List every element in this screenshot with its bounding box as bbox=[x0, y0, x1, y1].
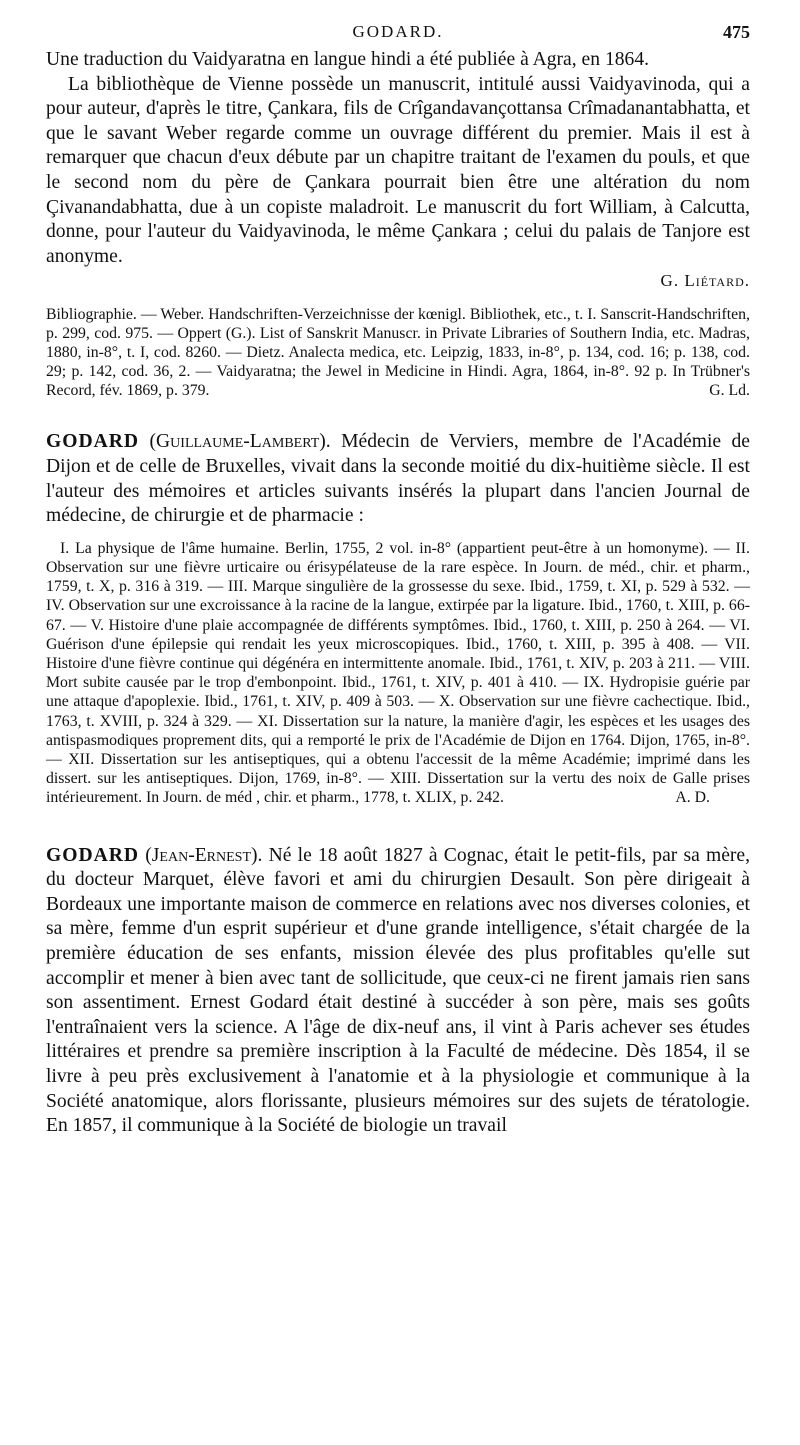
article1-para1: Une traduction du Vaidyaratna en langue hindi a été publiée à Agra, en 1864. bbox=[46, 49, 650, 70]
article3-body: Né le 18 août 1827 à Cognac, était le petit-fils, par sa mère, du docteur Marquet, élève favori et ami du chirurgien Desault. Son père dirigeait à Bordeaux une importante maison de commerce en relations avec nos diverses colonies, et sa mère, femme d'un esprit supérieur et d'une grande intelligence, s'était chargée de la première éducation de ses enfants, mission élevée des plus profitables qu'elle sut accomplir et mener à bien avec tant de sollicitude, que ceux-ci ne firent jamais rien sans son assentiment. Ernest Godard était destiné à succéder à son père, mais ses goûts l'entraînaient vers la science. A l'âge de dix-neuf ans, il vint à Paris achever ses études littéraires et prendre sa première inscription à la Faculté de médecine. Dès 1854, il se livre à peu près exclusivement à l'anatomie et à la physiologie et communique à la Société anatomique, alors florissante, plusieurs mémoires sur des sujets de tératologie. En 1857, il communique à la Société de biologie un travail bbox=[46, 844, 751, 1137]
article3-text bbox=[46, 844, 750, 1139]
entry-jean-ernest bbox=[46, 844, 750, 1139]
article1-signature: G. Liétard. bbox=[660, 271, 750, 291]
article2-works bbox=[46, 539, 750, 808]
article1-bibliography bbox=[46, 305, 750, 400]
article2-head-name: (Guillaume-Lambert). bbox=[149, 431, 331, 453]
article1-para2: La bibliothèque de Vienne possède un manuscrit, intitulé aussi Vaidyavinoda, qui a pour auteur, d'après le titre, Çankara, fils de Crîgandavançottansa Crîmadanantabhatta, et que le savant Weber regarde comme un ouvrage différent du premier. Mais il est à remarquer que chacun d'eux débute par un chapitre traitant de l'examen du pouls, et que le second nom du père de Çankara pourrait bien être une altération du nom Çivanandabhatta, due à un copiste maladroit. Le manuscrit du fort William, à Calcutta, donne, pour l'auteur du Vaidyavinoda, le même Çankara ; celui du palais de Tanjore est anonyme. bbox=[46, 73, 750, 267]
entry-guillaume-lambert bbox=[46, 430, 750, 807]
works-text: I. La physique de l'âme humaine. Berlin, 1755, 2 vol. in-8° (appartient peut-être à un homonyme). — II. Observation sur une fièvre urticaire ou érisypélateuse de la rare espèce. In Journ. de méd., chir. et pharm., 1759, t. X, p. 316 à 319. — III. Marque singulière de la grossesse du sexe. Ibid., 1759, t. XI, p. 529 à 532. — IV. Observation sur une excroissance à la racine de la langue, extirpée par la ligature. Ibid., 1760, t. XIII, p. 66-67. — V. Histoire d'une plaie accompagnée de différents symptômes. Ibid., 1760, t. XIII, p. 250 à 264. — VI. Guérison d'une épilepsie qui rendait les yeux microscopiques. Ibid., 1760, t. XIII, p. 395 à 408. — VII. Histoire d'une fièvre continue qui dégénéra en intermittente anomale. Ibid., 1761, t. XIV, p. 203 à 211. — VIII. Mort subite causée par le trop d'embonpoint. Ibid., 1761, t. XIV, p. 401 à 410. — IX. Hydropisie guérie par une attaque d'apoplexie. Ibid., 1761, t. XIV, p. 409 à 503. — X. Observation sur une fièvre cachectique. Ibid., 1763, t. XVIII, p. 324 à 329. — XI. Dissertation sur la nature, la manière d'agir, les espèces et les usages des antispasmodiques proprement dits, qui a remporté le prix de l'Académie de Dijon en 1764. Dijon, 1765, in-8°. — XII. Dissertation sur les antiseptiques, qui a obtenu l'accessit de la même Académie; imprimé dans les dissert. sur les antiseptiques. Dijon, 1769, in-8°. — XIII. Dissertation sur la vertu des noix de Galle prises intérieurement. In Journ. de méd , chir. et pharm., 1778, t. XLIX, p. 242. bbox=[46, 539, 750, 807]
page-number: 475 bbox=[723, 22, 750, 42]
document-page bbox=[46, 14, 750, 1139]
article3-head-name: (Jean-Ernest). bbox=[145, 844, 263, 866]
page-header bbox=[46, 14, 750, 48]
article3-head: GODARD bbox=[46, 844, 140, 866]
bibliography-signature: G. Ld. bbox=[709, 382, 750, 400]
bibliography-text: Bibliographie. — Weber. Handschriften-Verzeichnisse der kœnigl. Bibliothek, etc., t. I. Sanscrit-Handschriften, p. 299, cod. 975. — Oppert (G.). List of Sanskrit Manuscr. in Private Libraries of Southern India, etc. Madras, 1880, in-8°, t. I, cod. 8260. — Dietz. Analecta medica, etc. Leipzig, 1833, in-8°, p. 134, cod. 16; p. 138, cod. 29; p. 142, cod. 36, 2. — Vaidyaratna; the Jewel in Medicine in Hindi. Agra, 1864, in-8°. 92 p. In Trübner's Record, fév. 1869, p. 379. bbox=[46, 306, 750, 400]
running-head: GODARD. bbox=[352, 22, 444, 41]
article2-body: Médecin de Verviers, membre de l'Académie de Dijon et de celle de Bruxelles, vivait dans la seconde moitié du dix-huitième siècle. Il est l'auteur des mémoires et articles suivants insérés la plupart dans l'ancien Journal de médecine, de chirurgie et de pharmacie : bbox=[46, 431, 750, 527]
article2-text bbox=[46, 430, 750, 528]
article2-signature: A. D. bbox=[675, 789, 710, 807]
article2-head: GODARD bbox=[46, 431, 140, 453]
